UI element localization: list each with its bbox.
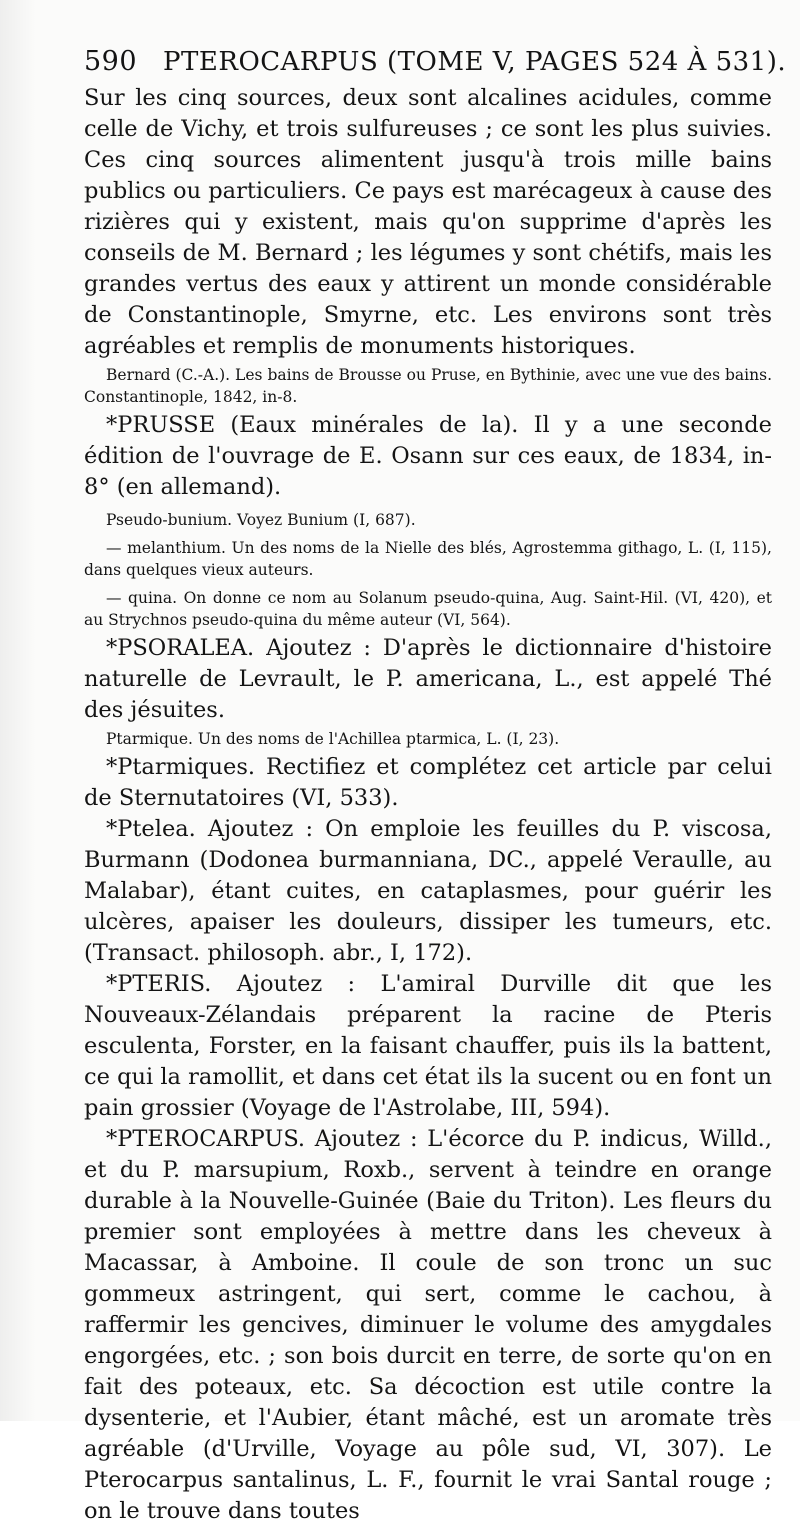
entry-pseudo-bunium: Pseudo-bunium. Voyez Bunium (I, 687). [106,511,416,529]
entry-pseudo-quina: — quina. On donne ce nom au Solanum pseudo-quina, Aug. Saint-Hil. (VI, 420), et au Strychnos pseudo-quina du même auteur (VI, 564). [84,589,772,629]
entry-pteris: *PTERIS. Ajoutez : L'amiral Durville dit que les Nouveaux-Zélandais préparent la racine de Pteris esculenta, Forster, en la faisant chauffer, puis ils la battent, ce qui la ramollit, et dans cet état ils la sucent ou en font un pain grossier (Voyage de l'Astrolabe, III, 594). [84,971,772,1121]
running-header [84,46,787,77]
entry-ptelea: *Ptelea. Ajoutez : On emploie les feuilles du P. viscosa, Burmann (Dodonea burmanniana, DC., appelé Veraulle, au Malabar), étant cuites, en cataplasmes, pour guérir les ulcères, apaiser les douleurs, dissiper les tumeurs, etc. (Transact. philosoph. abr., I, 172). [84,816,772,966]
entry-prusse: *PRUSSE (Eaux minérales de la). Il y a une seconde édition de l'ouvrage de E. Osann sur ces eaux, de 1834, in-8° (en allemand). [84,412,772,500]
paragraph-brousse-waters: Sur les cinq sources, deux sont alcalines acidules, comme celle de Vichy, et trois sulfureuses ; ce sont les plus suivies. Ces cinq sources alimentent jusqu'à trois mille bains publics ou particuliers. Ce pays est marécageux à cause des rizières qui y existent, mais qu'on supprime d'après les conseils de M. Bernard ; les légumes y sont chétifs, mais les grandes vertus des eaux y attirent un monde considérable de Constantinople, Smyrne, etc. Les environs sont très agréables et remplis de monuments historiques. [84,85,772,359]
running-title: PTEROCARPUS (TOME V, PAGES 524 À 531). [163,47,787,77]
page-number: 590 [84,46,138,77]
entry-pterocarpus: *PTEROCARPUS. Ajoutez : L'écorce du P. indicus, Willd., et du P. marsupium, Roxb., servent à teindre en orange durable à la Nouvelle-Guinée (Baie du Triton). Les fleurs du premier sont employées à mettre dans les cheveux à Macassar, à Amboine. Il coule de son tronc un suc gommeux astringent, qui sert, comme le cachou, à raffermir les gencives, diminuer le volume des amygdales engorgées, etc. ; son bois durcit en terre, de sorte qu'on en fait des poteaux, etc. Sa décoction est utile contre la dysenterie, et l'Aubier, étant mâché, est un aromate très agréable (d'Urville, Voyage au pôle sud, VI, 307). Le Pterocarpus santalinus, L. F., fournit le vrai Santal rouge ; on le trouve dans toutes [84,1126,772,1524]
entry-ptarmiques: *Ptarmiques. Rectifiez et complétez cet article par celui de Sternutatoires (VI, 533). [84,754,772,811]
entry-pseudo-melanthium: — melanthium. Un des noms de la Nielle des blés, Agrostemma githago, L. (I, 115), dans quelques vieux auteurs. [84,539,772,579]
citation-bernard: Bernard (C.-A.). Les bains de Brousse ou Pruse, en Bythinie, avec une vue des bains. Constantinople, 1842, in-8. [84,366,772,406]
entry-ptarmique: Ptarmique. Un des noms de l'Achillea ptarmica, L. (I, 23). [106,730,560,748]
entry-psoralea: *PSORALEA. Ajoutez : D'après le dictionnaire d'histoire naturelle de Levrault, le P. americana, L., est appelé Thé des jésuites. [84,635,772,723]
